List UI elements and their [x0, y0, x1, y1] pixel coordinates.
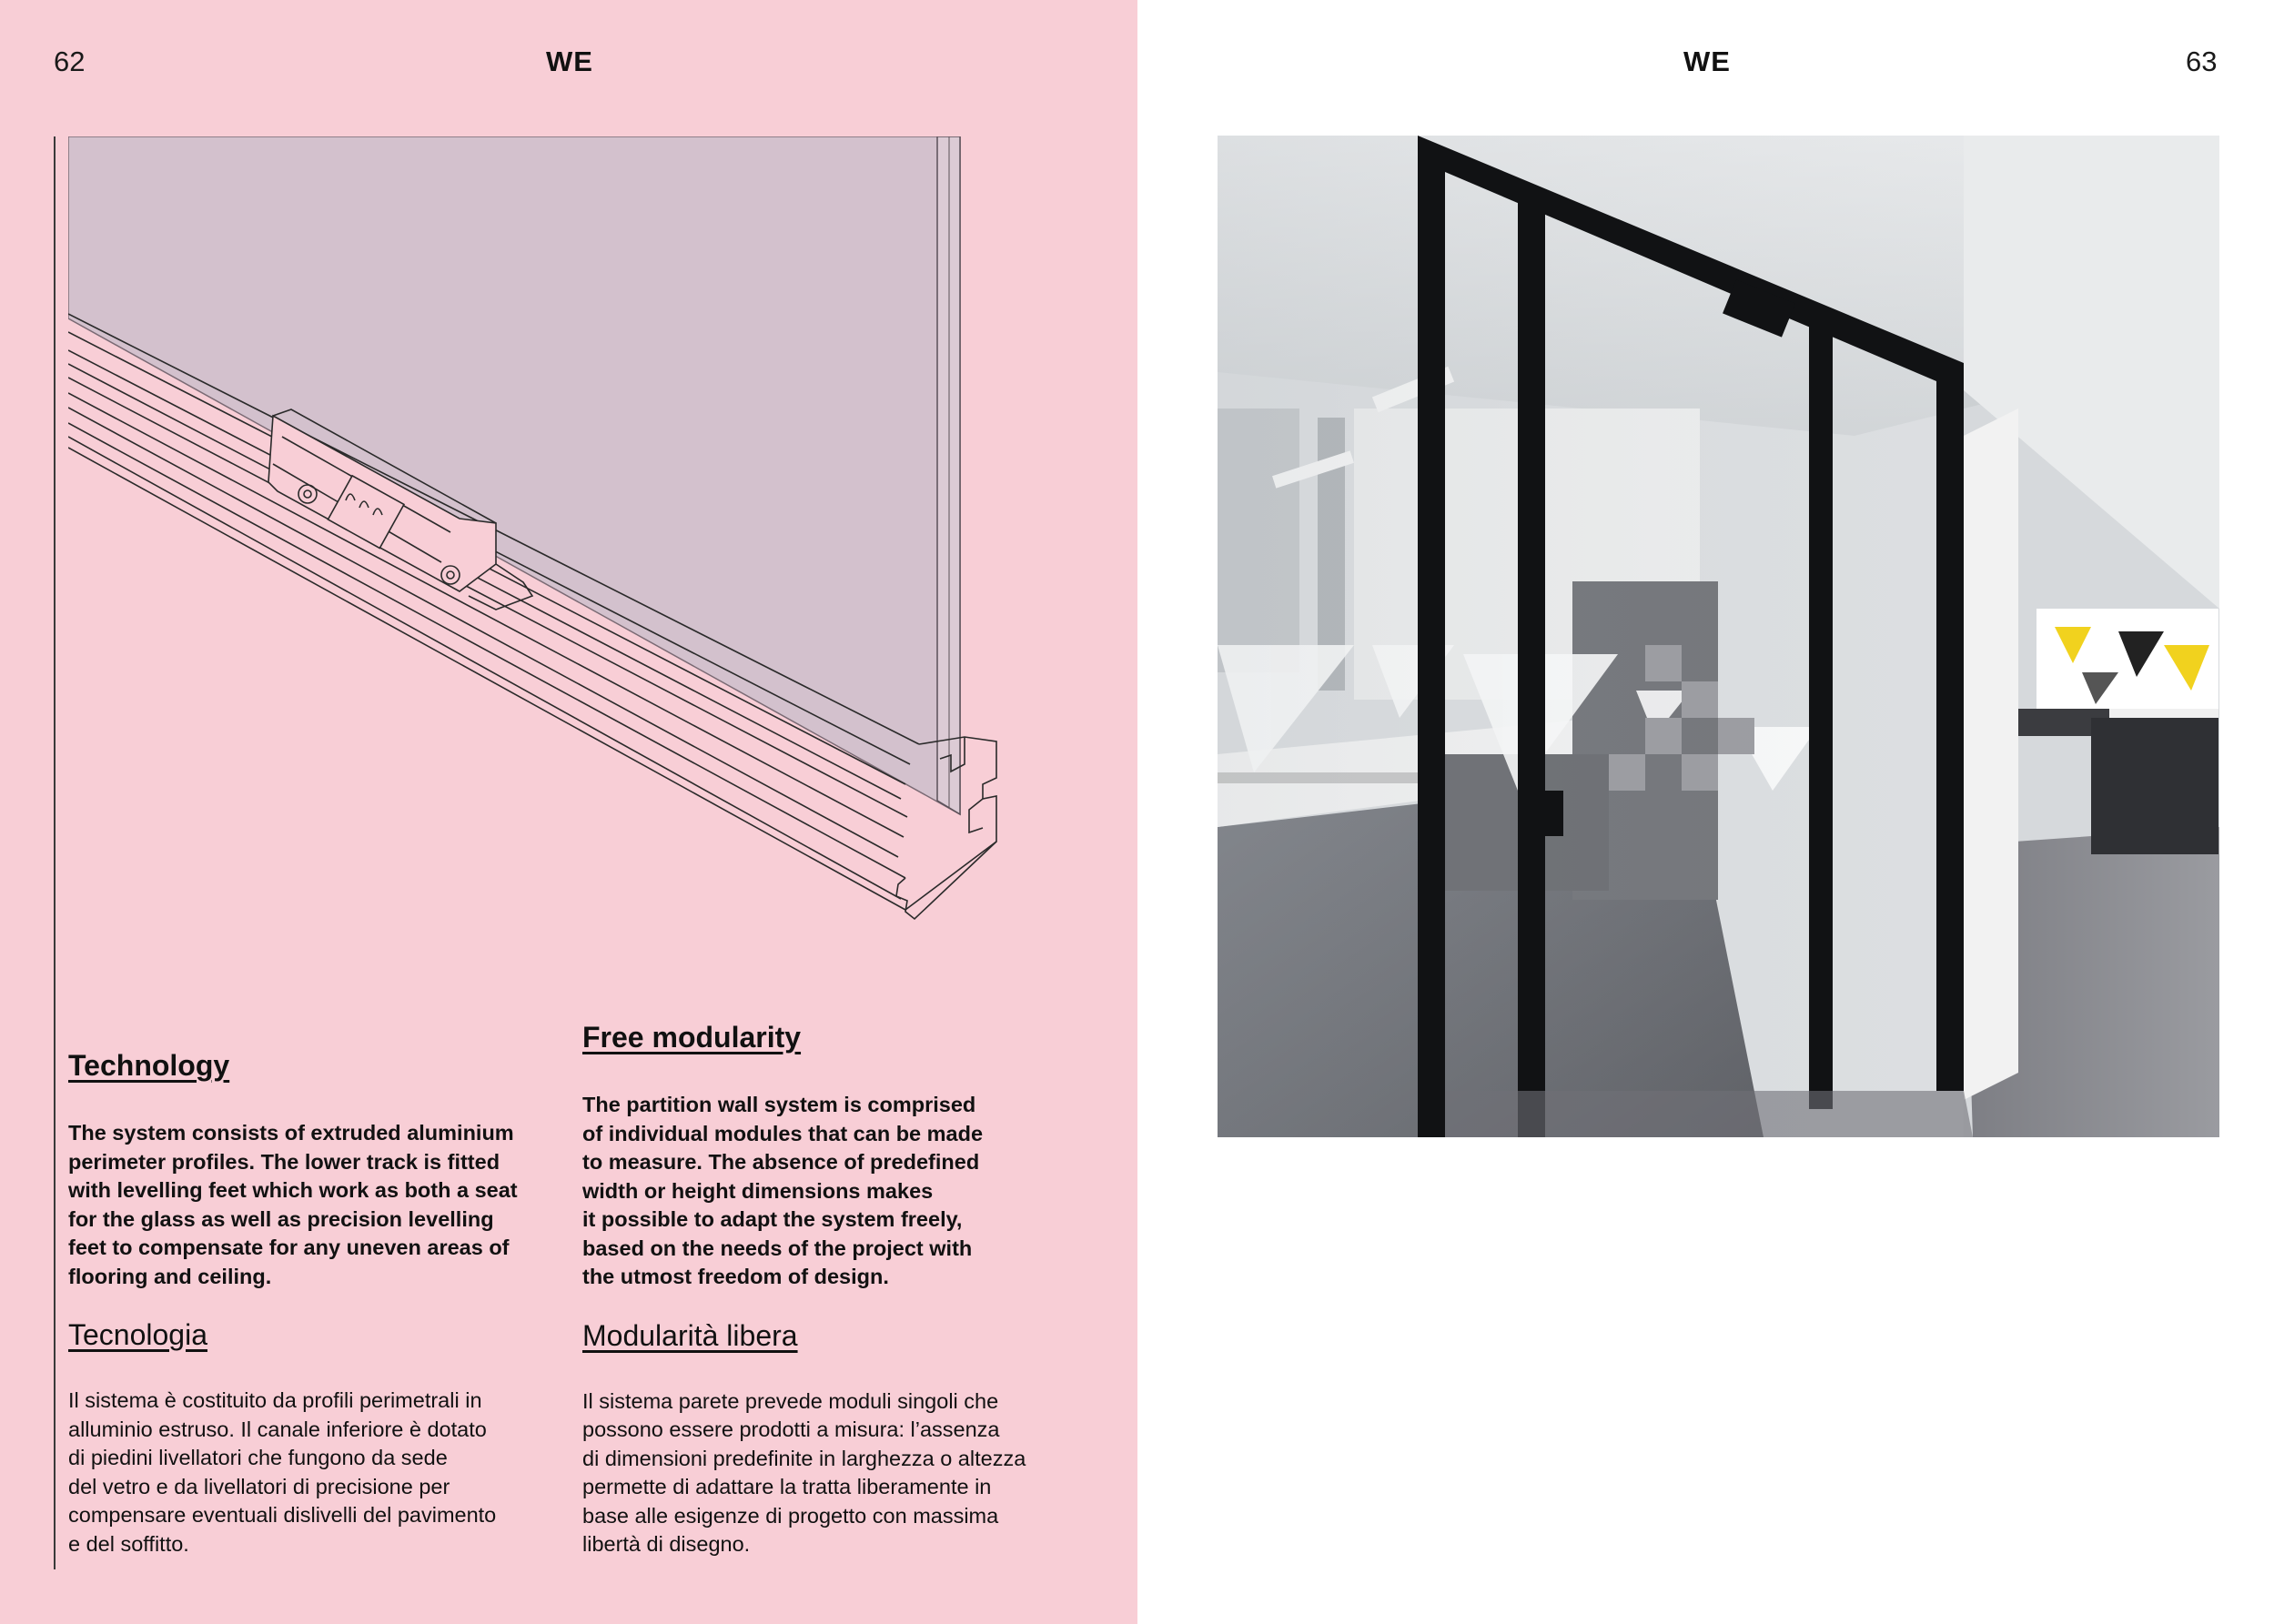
technology-title: Technology [68, 1049, 230, 1082]
modularity-column [582, 1021, 1056, 1559]
technology-body-en: The system consists of extruded aluminium perimeter profiles. The lower track is fitted with levelling feet which work as both a seat for the glass as well as precision levelling feet to compensate for any uneven areas of flooring and ceiling. [68, 1121, 518, 1288]
yellow-pattern-wall [2036, 609, 2218, 709]
tecnologia-body-it: Il sistema è costituito da profili perimetrali in alluminio estruso. Il canale inferiore è dotato di piedini livellatori che fungono da sede del vetro e da livellatori di precisione per compensare eventuali dislivelli del pavimento e del soffitto. [68, 1388, 497, 1556]
office-glass-partition-photo [1218, 136, 2219, 1137]
page-number-right: 63 [2186, 45, 2218, 77]
brand-header-left: WE [546, 45, 593, 77]
tecnologia-title: Tecnologia [68, 1318, 207, 1351]
brand-header-right: WE [1683, 45, 1731, 77]
margin-rule [54, 136, 56, 1569]
lower-track-technical-drawing [68, 136, 1024, 928]
free-modularity-title: Free modularity [582, 1021, 802, 1054]
free-modularity-body-en: The partition wall system is comprised of individual modules that can be made to measure. The absence of predefined width or height dimensions makes it possible to adapt the system freely, based on the needs of the project with the utmost freedom of design. [582, 1093, 984, 1288]
page-number-left: 62 [54, 45, 86, 77]
technology-column [68, 1049, 541, 1558]
modularita-libera-body-it: Il sistema parete prevede moduli singoli che possono essere prodotti a misura: l’assenza di dimensioni predefinite in larghezza o altezza permette di adattare la tratta liberamente in base alle esigenze di progetto con massima libertà di disegno. [582, 1388, 1026, 1556]
modularita-libera-title: Modularità libera [582, 1318, 798, 1352]
glass-panel [68, 136, 960, 814]
white-column [1964, 409, 2018, 1100]
